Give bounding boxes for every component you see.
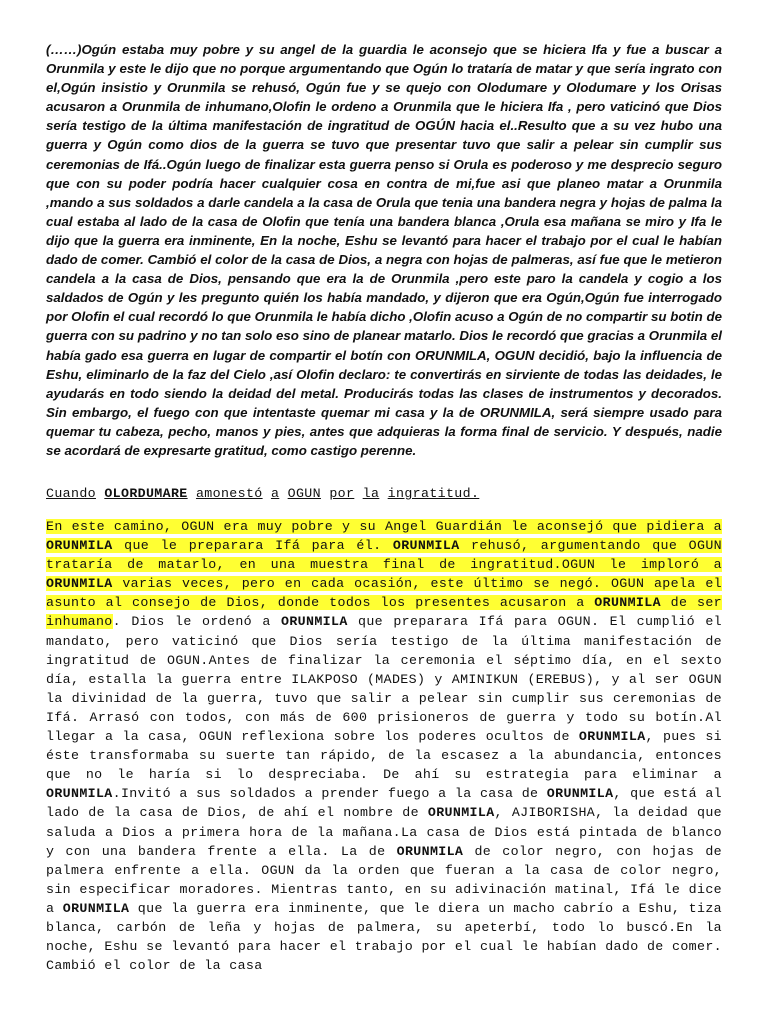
heading-word: amonestó (195, 486, 263, 501)
name-orunmila: ORUNMILA (396, 843, 464, 859)
heading-word: por (329, 486, 355, 501)
text-run: . Dios le ordenó a (112, 614, 282, 630)
highlighted-text (46, 519, 722, 629)
text-run: , AJIBORISHA, la deidad que saluda a Dios a primera hora de la mañana.La casa de Dios está pintada de blanco y con una bandera frente a ella. La de (46, 805, 722, 859)
name-orunmila: ORUNMILA (281, 614, 348, 630)
name-orunmila: ORUNMILA (46, 576, 113, 592)
name-orunmila: ORUNMILA (46, 786, 113, 802)
text-run: , pues si éste transformaba su suerte tan rápido, de la escasez a la abundancia, entonces que no le haría si lo despreciaba. De ahí su estrategia para eliminar a (46, 729, 722, 783)
text-run: que le preparara Ifá para él. (112, 538, 393, 554)
text-run: que la guerra era inminente, que le diera un macho cabrío a Eshu, tiza blanca, carbón de leña y hojas de palmera, su apeterbí, todo lo buscó.En la noche, Eshu se levantó para hacer el trabajo por el cual le habían dado de comer. Cambió el color de la casa (46, 900, 722, 974)
italic-paragraph: (……)Ogún estaba muy pobre y su angel de la guardia le aconsejo que se hiciera Ifa y fue a buscar a Orunmila y este le dijo que no porque argumentando que Ogún lo trataría de matar y que sería ingrato con el,Ogún insistio y Orunmila se rehusó, Ogún fue y se quejo con Olodumare y Olodumare y los Orisas acusaron a Orunmila de inhumano,Olofin le ordeno a Orunmila que le hiciera Ifa , pero vaticinó que Dios sería testigo de la última manifestación de ingratitud de OGÚN hacia el..Resulto que a su vez hubo una guerra y Ogún como dios de la guerra se tuvo que presentar tuvo que salir a pelear sin cumplir sus ceremonias de Ifá..Ogún luego de finalizar esta guerra penso si Orula es poderoso y me desprecio seguro que con su poder podría hacer cualquier cosa en contra de mi,fue asi que planeo matar a Orunmila ,mando a sus soldados a darle candela a la casa de Orula que tenia una bandera negra y hojas de palma la cual estaba al lado de la casa de Olofin que tenía una bandera blanca ,Orula esa mañana se miro y Ifa le dijo que la guerra era inminente, En la noche, Eshu se levantó para hacer el trabajo por el cual le habían dado de comer. Cambió el color de la casa de Dios, a negra con hojas de palmeras, así fue que le metieron candela a la casa de Dios, pensando que era la de Orunmila ,pero este paro la candela y cogio a los saldados de Ogún y les pregunto quién los había mandado, y dijeron que era Ogún,Ogún fue interrogado por Olofin el cual recordó lo que Orunmila le había dicho ,Olofin acuso a Ogún de no compartir su botin de guerra con su padrino y no tan solo eso sino de planear matarlo. Dios le recordó que gracias a Orunmila el había gado esa guerra en lugar de compartir el botín con ORUNMILA, OGUN decidió, bajo la influencia de Eshu, eliminarlo de la faz del Cielo ,así Olofin declaro: te convertirás en sirviente de todas las deidades, le ayudarás en todo siendo la deidad del metal. Producirás todas las clases de instrumentos y decorados. Sin embargo, el fuego con que intentaste quemar mi casa y la de ORUNMILA, será siempre usado para quemar tu cabeza, pecho, manos y pies, antes que adquieras la forma final de servicio. Y después, nadie se acordará de expresarte gratitud, como castigo perenne. (46, 42, 722, 458)
name-orunmila: ORUNMILA (594, 595, 661, 611)
text-run: rehusó, argumentando que OGUN trataría de matarlo, en una muestra final de ingratitud.OGUN le imploró a (46, 538, 722, 573)
heading-word-olordumare: OLORDUMARE (104, 486, 188, 501)
text-run: En este camino, OGUN era muy pobre y su Angel Guardián le aconsejó que pidiera a (46, 519, 722, 534)
heading-word: Cuando (46, 486, 96, 501)
text-run: varias veces, pero en cada ocasión, este último se negó. OGUN apela el asunto al consejo de Dios, donde todos los presentes acusaron a (46, 576, 722, 611)
text-run: .Invitó a sus soldados a prender fuego a la casa de (112, 786, 547, 802)
heading-word: la (362, 486, 380, 501)
text-run: que preparara Ifá para OGUN. El cumplió el mandato, pero vaticinó que Dios sería testigo de la última manifestación de ingratitud de OGUN.Antes de finalizar la ceremonia el séptimo día, en el sexto día, estalla la guerra entre ILAKPOSO (MADES) y AMINIKUN (EREBUS), y al ser OGUN la divinidad de la guerra, tuvo que salir a pelear sin cumplir sus ceremonias de Ifá. Arrasó con todos, con más de 600 prisioneros de guerra y todo su botín.Al llegar a la casa, OGUN reflexiona sobre los poderes ocultos de (46, 614, 722, 745)
body-paragraph (46, 517, 722, 975)
text-run: de color negro, con hojas de palmera enfrente a ella. OGUN da la orden que fueran a la casa de color negro, sin especificar moradores. Mientras tanto, en su adivinación matinal, Ifá le dice a (46, 843, 722, 916)
section-heading (46, 484, 722, 503)
name-orunmila: ORUNMILA (62, 900, 130, 916)
text-run: , que está al lado de la casa de Dios, de ahí el nombre de (46, 786, 722, 821)
name-orunmila: ORUNMILA (392, 538, 460, 554)
heading-word: a (270, 486, 280, 501)
text-run: de ser inhumano (46, 595, 722, 630)
name-orunmila: ORUNMILA (546, 786, 614, 802)
heading-word: ingratitud. (387, 486, 480, 501)
name-orunmila: ORUNMILA (46, 538, 113, 554)
heading-word: OGUN (287, 486, 321, 501)
name-orunmila: ORUNMILA (578, 729, 646, 745)
name-orunmila: ORUNMILA (427, 805, 495, 821)
